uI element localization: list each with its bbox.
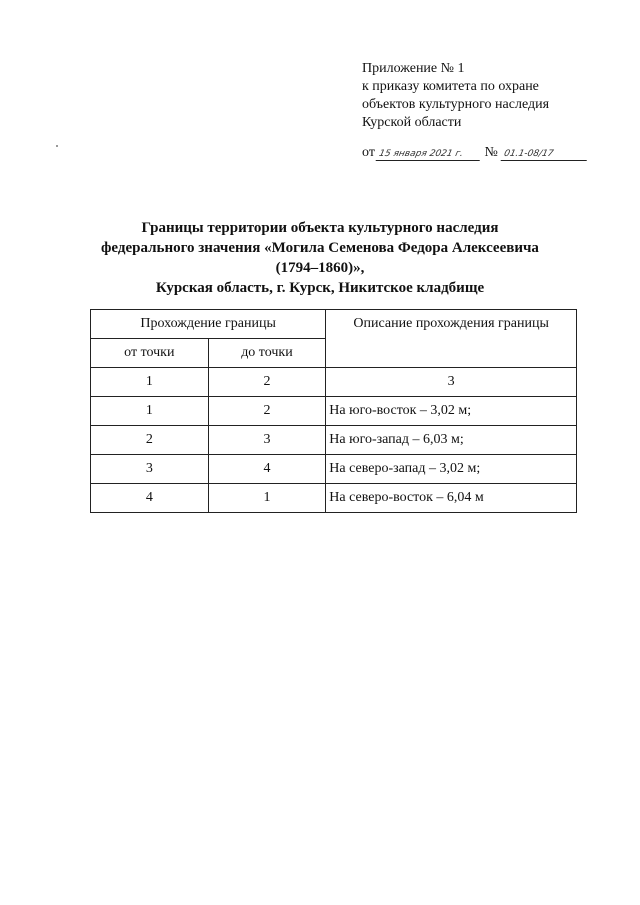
boundary-table (90, 309, 577, 513)
appendix-header (362, 60, 549, 132)
cell-description: На юго-запад – 6,03 м; (326, 426, 577, 455)
title-line: федерального значения «Могила Семенова Федора Алексеевича (101, 240, 539, 256)
cell-description: На северо-запад – 3,02 м; (326, 455, 577, 484)
cell-to: 1 (208, 484, 326, 513)
appendix-line: к приказу комитета по охране (362, 79, 539, 94)
column-number: 1 (91, 368, 209, 397)
order-reference (362, 145, 588, 161)
appendix-line: Курской области (362, 115, 462, 130)
cell-from: 2 (91, 426, 209, 455)
header-boundary-passage: Прохождение границы (91, 310, 326, 339)
title-line: Курская область, г. Курск, Никитское кладбище (155, 280, 485, 296)
cell-from: 1 (91, 397, 209, 426)
cell-to: 3 (208, 426, 326, 455)
order-from-label: от (362, 145, 375, 160)
header-from-point: от точки (91, 339, 209, 368)
cell-to: 2 (208, 397, 326, 426)
column-number: 3 (326, 368, 577, 397)
cell-from: 3 (91, 455, 209, 484)
appendix-line: Приложение № 1 (362, 61, 465, 76)
order-number-label: № (484, 145, 498, 160)
cell-to: 4 (208, 455, 326, 484)
header-to-point: до точки (208, 339, 326, 368)
cell-from: 4 (91, 484, 209, 513)
cell-description: На северо-восток – 6,04 м (326, 484, 577, 513)
table-row (91, 426, 577, 455)
order-number-handwritten: 01.1-08/17 (500, 148, 589, 161)
title-line: (1794–1860)», (275, 260, 365, 276)
cell-description: На юго-восток – 3,02 м; (326, 397, 577, 426)
scan-speck (56, 145, 58, 147)
table-row (91, 455, 577, 484)
order-date-handwritten: 15 января 2021 г. (376, 148, 483, 161)
table-row (91, 397, 577, 426)
title-line: Границы территории объекта культурного наследия (141, 220, 499, 236)
document-title (0, 218, 640, 298)
column-number: 2 (208, 368, 326, 397)
column-number-row (91, 368, 577, 397)
table-row (91, 484, 577, 513)
header-boundary-description: Описание прохождения границы (326, 310, 577, 368)
appendix-line: объектов культурного наследия (362, 97, 550, 112)
